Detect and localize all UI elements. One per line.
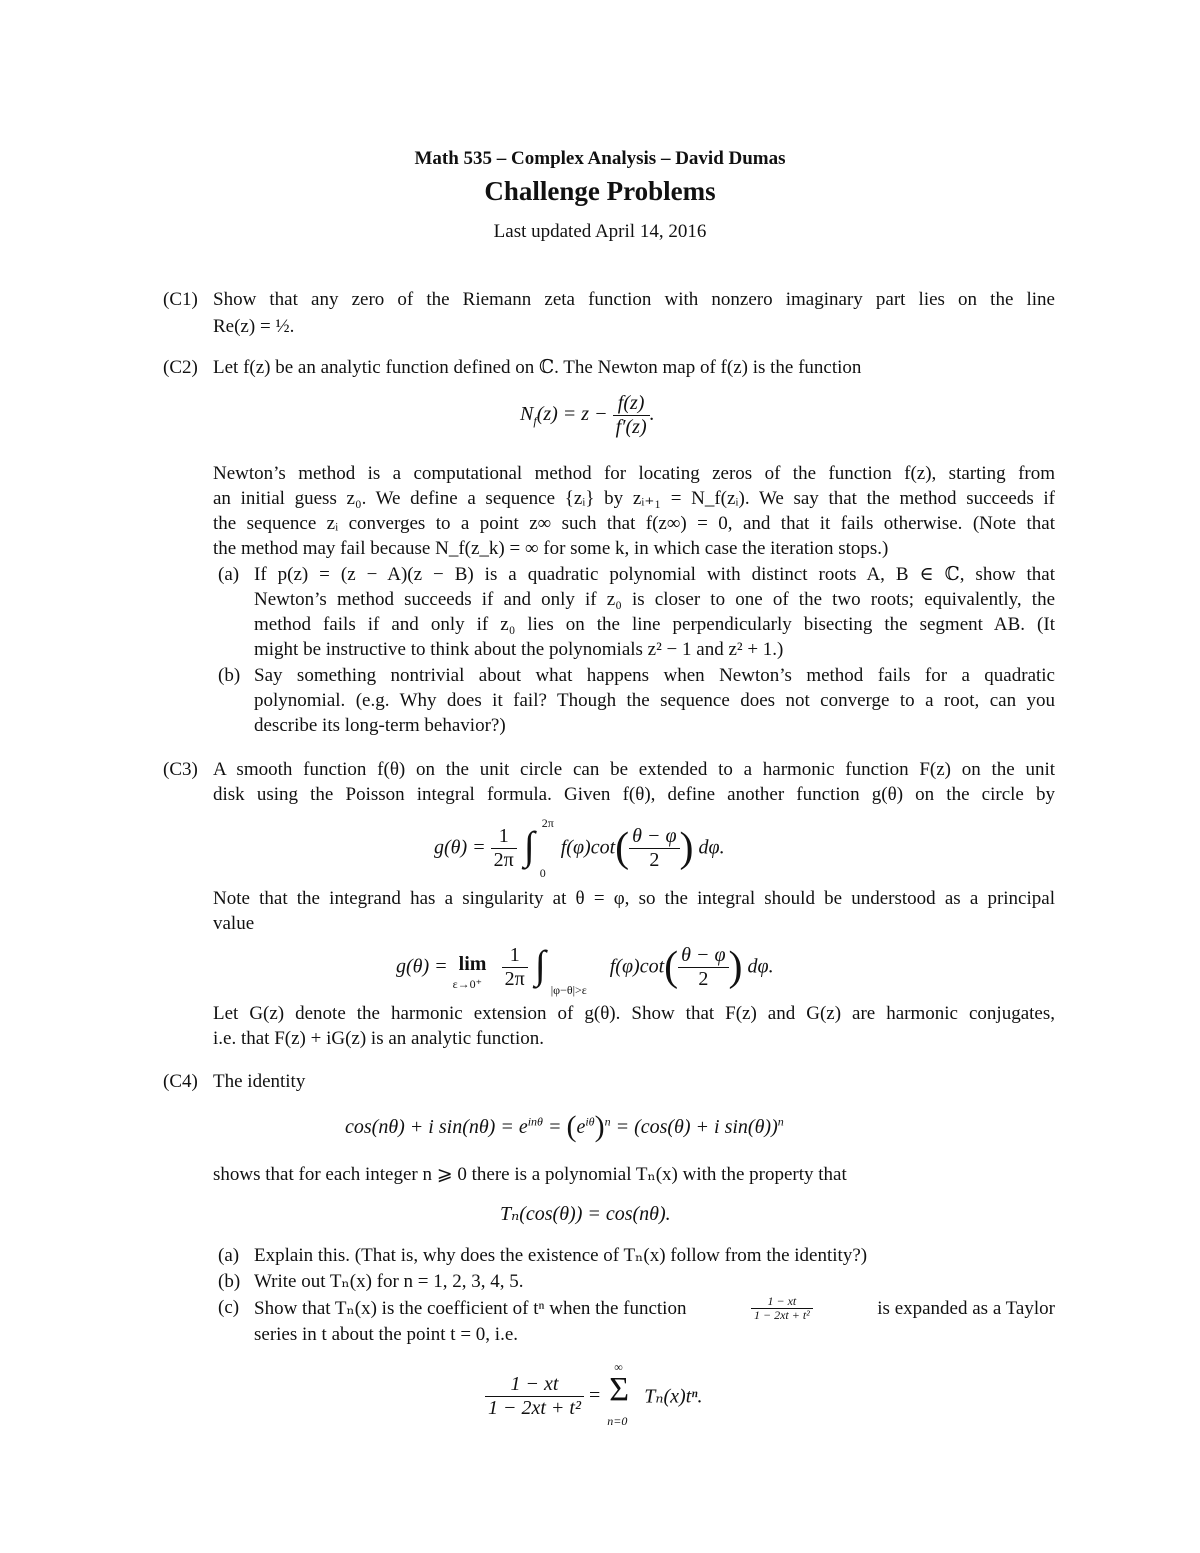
formula-lhs: N	[520, 403, 534, 426]
c2-para-line-2: an initial guess z₀. We define a sequence {zᵢ} by zᵢ₊₁ = N_f(zᵢ). We say that the method succeeds if	[213, 488, 1055, 509]
principal-integral-sign: ∫ |φ−θ|>ε	[534, 942, 587, 997]
eq-part-b: =	[547, 1116, 567, 1138]
eq-part-c: e	[576, 1116, 586, 1138]
eq2-lim: lim	[458, 953, 487, 975]
c2-part-b-line-1: Say something nontrivial about what happens when Newton’s method fails for a quadratic	[254, 665, 1055, 686]
eq2-lhs: g(θ) =	[396, 955, 448, 978]
eq1-lower-limit: 0	[539, 866, 546, 880]
c4-part-a-text: Explain this. (That is, why does the existence of Tₙ(x) follow from the identity?)	[254, 1245, 868, 1266]
c4-part-b-label: (b)	[218, 1271, 241, 1292]
eq1-inner-num: θ − φ	[632, 824, 677, 847]
eq1-frac-den: 2π	[491, 848, 517, 872]
eq3-sum: Σ	[609, 1371, 630, 1408]
c4-part-c-text-b: is expanded as a Taylor	[877, 1298, 1055, 1319]
eq1-frac-num: 1	[498, 824, 509, 847]
eq1-end: dφ.	[698, 836, 725, 859]
c3-outro-line-2: i.e. that F(z) + iG(z) is an analytic function.	[213, 1028, 544, 1049]
eq3-equals: =	[588, 1384, 601, 1407]
eq-part-d: = (cos(θ) + i sin(θ))	[615, 1116, 778, 1138]
problem-label-c3: (C3)	[163, 759, 198, 780]
summation-operator	[605, 1360, 639, 1432]
eq1-upper-limit: 2π	[541, 816, 554, 830]
eq2-end: dφ.	[747, 955, 774, 978]
c2-para-line-3: the sequence zᵢ converges to a point z∞ such that f(z∞) = 0, and that it fails otherwise. (Note that	[213, 513, 1055, 534]
formula-denominator: f′(z)	[613, 415, 650, 439]
c4-part-c-label: (c)	[218, 1297, 240, 1318]
c3-note-line-1: Note that the integrand has a singularity at θ = φ, so the integral should be understood as a principal	[213, 888, 1055, 909]
eq-part-a: cos(nθ) + i sin(nθ) = e	[345, 1116, 528, 1138]
eq2-frac-num: 1	[509, 943, 520, 966]
eq2-lower-limit: |φ−θ|>ε	[550, 983, 587, 997]
c3-outro-line-1: Let G(z) denote the harmonic extension of g(θ). Show that F(z) and G(z) are harmonic conjugates,	[213, 1003, 1055, 1024]
newton-map-formula	[520, 392, 655, 439]
c3-equation-1: g(θ) = $\frac{1}{2\pi}$ ∫ 2π 0 f(φ)cot( $\frac{\theta - \varphi}{2}$ ) dφ.	[434, 816, 725, 880]
page-title: Challenge Problems	[484, 176, 716, 206]
eq2-inner-num: θ − φ	[681, 943, 726, 966]
integral-sign: ∫ 2π 0	[523, 816, 554, 880]
eq3-num: 1 − xt	[510, 1372, 559, 1395]
eq1-body: f(φ)cot	[560, 836, 616, 859]
eq2-frac-den: 2π	[502, 967, 528, 991]
c4-intro: The identity	[213, 1071, 306, 1092]
c4-inline-frac-num: 1 − xt	[767, 1294, 797, 1308]
c2-part-a-line-2: Newton’s method succeeds if and only if z₀ is closer to one of the two roots; equivalently, the	[254, 589, 1055, 610]
c2-para-line-1: Newton’s method is a computational method for locating zeros of the function f(z), starting from	[213, 463, 1055, 484]
eq3-sum-bottom: n=0	[607, 1414, 628, 1428]
c1-line-1: Show that any zero of the Riemann zeta function with nonzero imaginary part lies on the line	[213, 289, 1055, 310]
c4-middle: shows that for each integer n ⩾ 0 there is a polynomial Tₙ(x) with the property that	[213, 1164, 847, 1185]
c3-equation-2: g(θ) = lim ε→0⁺ $\frac{1}{2\pi}$ ∫ |φ−θ|>ε f(φ)cot( $\frac{\theta - \varphi}{2}$ ) dφ.	[396, 937, 774, 1001]
c3-note-line-2: value	[213, 913, 255, 934]
c4-part-c-line-2: series in t about the point t = 0, i.e.	[254, 1324, 519, 1345]
last-updated: Last updated April 14, 2016	[493, 221, 707, 242]
c4-part-a-label: (a)	[218, 1245, 240, 1266]
c4-part-b-text: Write out Tₙ(x) for n = 1, 2, 3, 4, 5.	[254, 1271, 524, 1292]
eq2-lim-sub: ε→0⁺	[452, 977, 483, 991]
c2-part-a-line-3: method fails if and only if z₀ lies on the line perpendicularly bisecting the segment AB. (It	[254, 614, 1055, 635]
c4-inline-frac-den: 1 − 2xt + t²	[751, 1308, 813, 1322]
c2-part-a-label: (a)	[218, 564, 240, 585]
eq-part-d-sup: n	[777, 1114, 784, 1129]
c3-intro-line-2: disk using the Poisson integral formula. Given f(θ), define another function g(θ) on the circle by	[213, 784, 1055, 805]
formula-mid: (z) = z −	[536, 403, 608, 426]
eq-part-c-pow: n	[604, 1114, 611, 1129]
eq1-inner-den: 2	[629, 848, 679, 872]
c1-line-2: Re(z) = ½.	[213, 316, 295, 337]
c2-intro: Let f(z) be an analytic function defined on ℂ. The Newton map of f(z) is the function	[213, 357, 862, 378]
c4-chebyshev-equation: Tₙ(cos(θ)) = cos(nθ).	[500, 1203, 671, 1225]
eq-part-c-sup: iθ	[585, 1114, 595, 1129]
c2-part-a-line-1: If p(z) = (z − A)(z − B) is a quadratic polynomial with distinct roots A, B ∈ ℂ, show that	[254, 564, 1055, 585]
formula-end: .	[649, 403, 655, 426]
eq-part-a-sup: inθ	[527, 1114, 543, 1129]
c2-part-b-label: (b)	[218, 665, 241, 686]
problem-label-c4: (C4)	[163, 1071, 198, 1092]
c2-part-a-line-4: might be instructive to think about the polynomials z² − 1 and z² + 1.)	[254, 639, 784, 660]
c4-part-c-line-1	[254, 1295, 1055, 1322]
eq2-body: f(φ)cot	[609, 955, 665, 978]
eq1-lhs: g(θ) =	[434, 836, 486, 859]
eq2-inner-den: 2	[678, 967, 728, 991]
formula-numerator: f(z)	[617, 392, 645, 414]
c2-para-line-4: the method may fail because N_f(z_k) = ∞ for some k, in which case the iteration stops.)	[213, 538, 889, 559]
c2-part-b-line-3: describe its long-term behavior?)	[254, 715, 506, 736]
formula-sub: f	[533, 414, 537, 429]
eq3-den: 1 − 2xt + t²	[485, 1396, 584, 1420]
c4-identity-equation: cos(nθ) + i $\sin(n\theta) = e^{in\theta} = (e^{i\theta})^n = (\cos(\theta) + i$ sin(θ))$^n$	[345, 1110, 784, 1143]
eq3-sum-top: ∞	[614, 1360, 623, 1374]
limit-operator	[453, 939, 497, 995]
c4-part-c-text-a: Show that Tₙ(x) is the coefficient of tⁿ when the function	[254, 1298, 687, 1319]
problem-label-c2: (C2)	[163, 357, 198, 378]
c3-intro-line-1: A smooth function f(θ) on the unit circle can be extended to a harmonic function F(z) on the unit	[213, 759, 1055, 780]
c2-part-b-line-2: polynomial. (e.g. Why does it fail? Though the sequence does not converge to a root, can you	[254, 690, 1055, 711]
course-heading: Math 535 – Complex Analysis – David Dumas	[414, 148, 786, 169]
c4-generating-function-equation	[485, 1360, 703, 1436]
problem-label-c1: (C1)	[163, 289, 198, 310]
eq3-term: Tₙ(x)tⁿ.	[644, 1385, 703, 1408]
